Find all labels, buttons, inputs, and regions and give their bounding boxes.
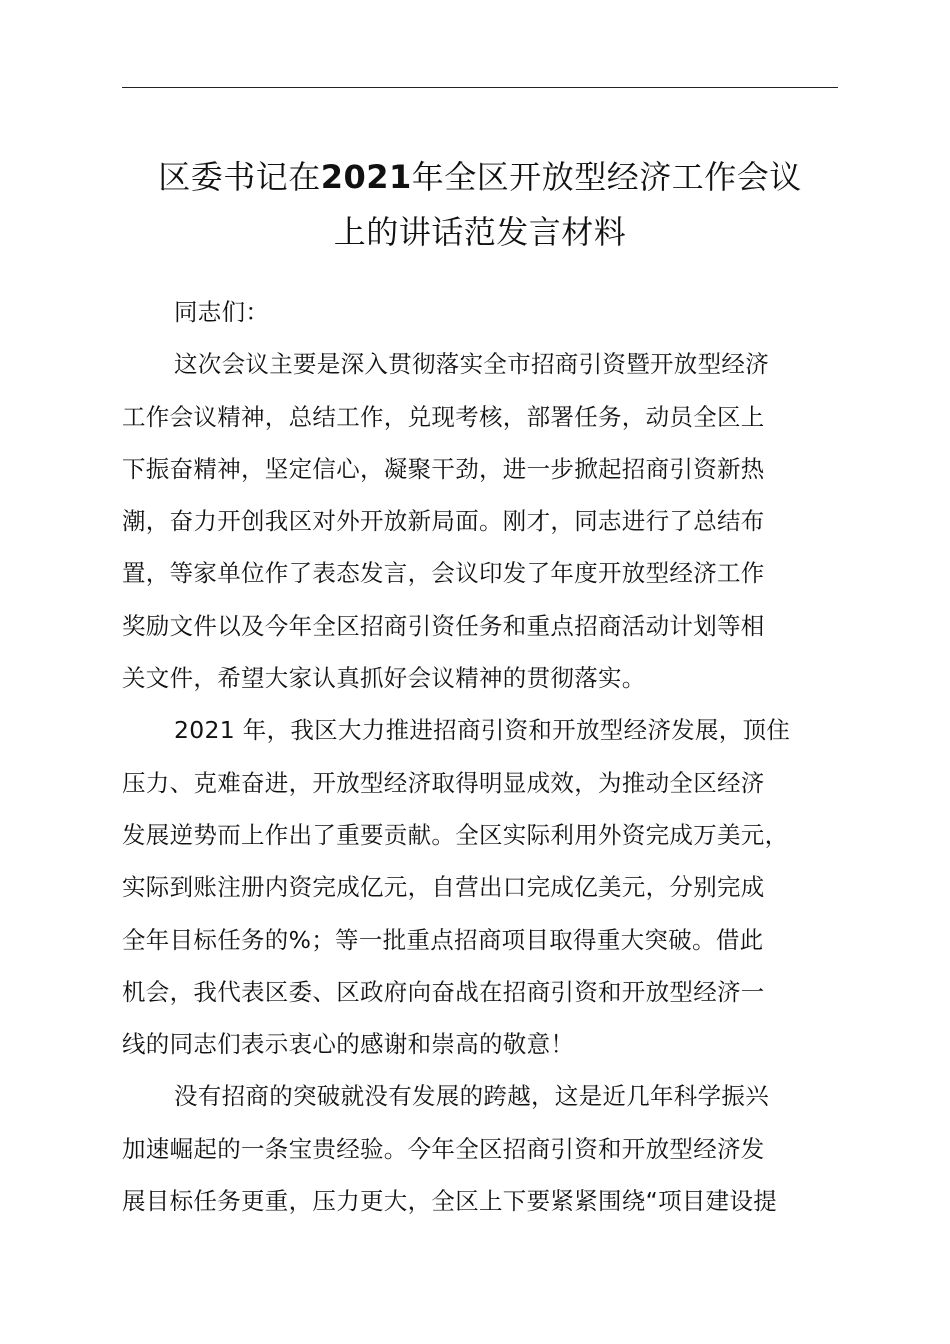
paragraph-line: 发展逆势而上作出了重要贡献。全区实际利用外资完成万美元， bbox=[122, 820, 789, 849]
paragraph-line: 机会，我代表区委、区政府向奋战在招商引资和开放型经济一 bbox=[122, 977, 765, 1006]
paragraph-1 bbox=[122, 338, 844, 704]
paragraph-line: 这次会议主要是深入贯彻落实全市招商引资暨开放型经济 bbox=[174, 350, 769, 379]
paragraph-line: 展目标任务更重，压力更大，全区上下要紧紧围绕“项目建设提 bbox=[122, 1187, 778, 1216]
paragraph-line: 关文件，希望大家认真抓好会议精神的贯彻落实。 bbox=[122, 664, 646, 693]
paragraph-line: 奖励文件以及今年全区招商引资任务和重点招商活动计划等相 bbox=[122, 611, 765, 640]
paragraph-line: 压力、克难奋进，开放型经济取得明显成效，为推动全区经济 bbox=[122, 768, 765, 797]
paragraph-2 bbox=[122, 704, 844, 1070]
paragraph-line: 线的同志们表示衷心的感谢和崇高的敬意！ bbox=[122, 1030, 575, 1059]
salutation-paragraph bbox=[122, 286, 844, 338]
paragraph-3 bbox=[122, 1070, 844, 1227]
document-body bbox=[122, 286, 844, 1227]
title-suffix: 年全区开放型经济工作会议 bbox=[411, 158, 802, 196]
paragraph-line: 下振奋精神，坚定信心，凝聚干劲，进一步掀起招商引资新热 bbox=[122, 454, 765, 483]
paragraph-line: 工作会议精神，总结工作，兑现考核，部署任务，动员全区上 bbox=[122, 402, 765, 431]
header-rule bbox=[122, 87, 838, 88]
paragraph-line: 置，等家单位作了表态发言，会议印发了年度开放型经济工作 bbox=[122, 559, 765, 588]
paragraph-line: 加速崛起的一条宝贵经验。今年全区招商引资和开放型经济发 bbox=[122, 1134, 765, 1163]
paragraph-line: 2021 年，我区大力推进招商引资和开放型经济发展，顶住 bbox=[174, 716, 791, 745]
title-year: 2021 bbox=[320, 158, 412, 196]
title-line-2: 上的讲话范发言材料 bbox=[333, 213, 627, 251]
title-line-1 bbox=[100, 150, 860, 205]
title-prefix: 区委书记在 bbox=[158, 158, 321, 196]
paragraph-line: 潮，奋力开创我区对外开放新局面。刚才，同志进行了总结布 bbox=[122, 507, 765, 536]
document-title bbox=[100, 150, 860, 260]
salutation: 同志们： bbox=[174, 298, 270, 326]
paragraph-line: 全年目标任务的%；等一批重点招商项目取得重大突破。借此 bbox=[122, 925, 764, 954]
paragraph-line: 实际到账注册内资完成亿元，自营出口完成亿美元，分别完成 bbox=[122, 873, 765, 902]
paragraph-line: 没有招商的突破就没有发展的跨越，这是近几年科学振兴 bbox=[174, 1082, 769, 1111]
